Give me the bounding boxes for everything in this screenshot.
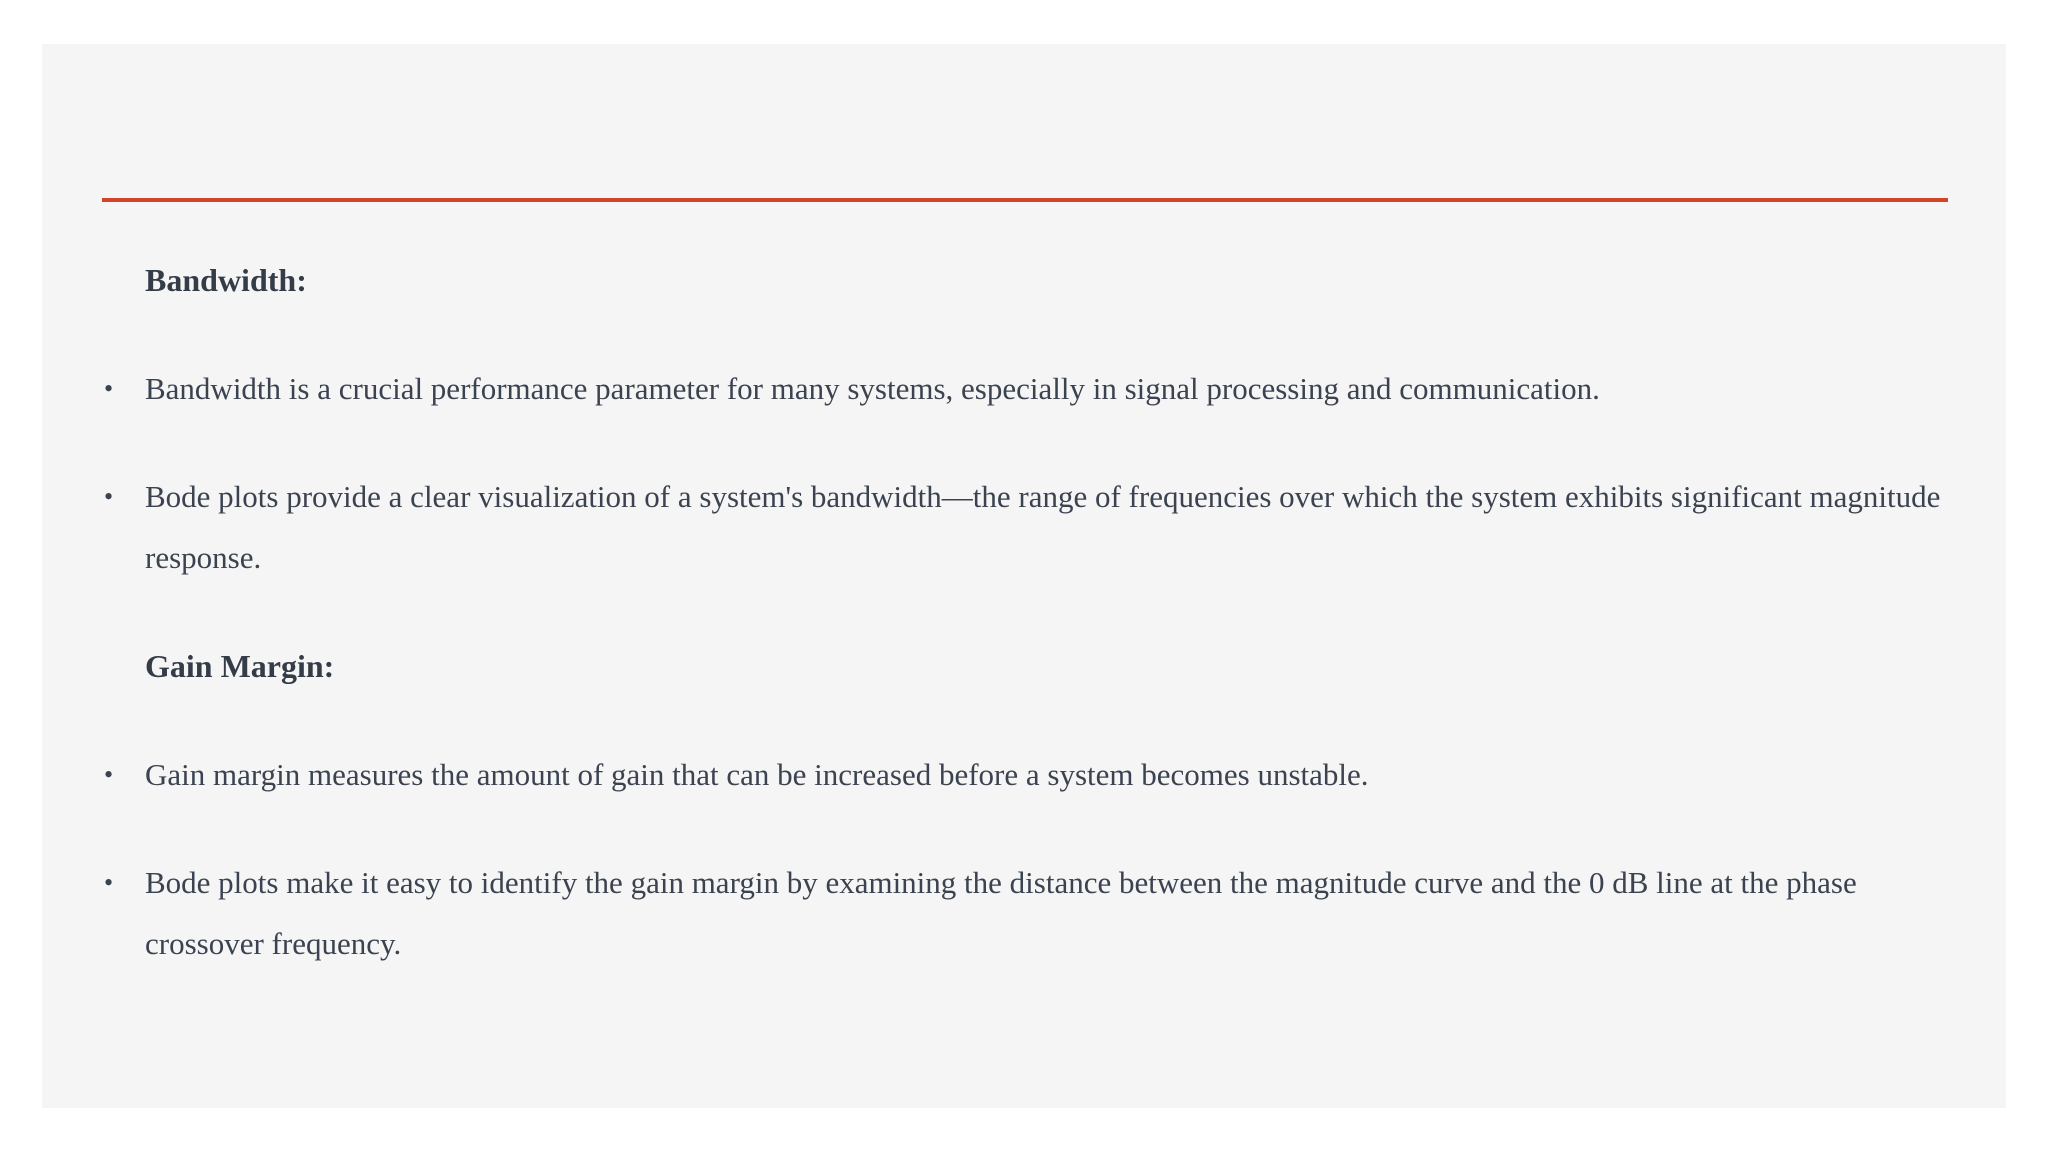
- bullet-icon: •: [104, 374, 114, 403]
- section-heading-bandwidth: Bandwidth:: [145, 262, 307, 298]
- bullet-icon: •: [104, 482, 114, 511]
- section-heading-gain-margin: Gain Margin:: [145, 648, 335, 684]
- bullet-text: Bode plots provide a clear visualization of a system's bandwidth—the range of frequencies over which the system exhibits significant magnitude response.: [145, 479, 1941, 575]
- bullet-text: Gain margin measures the amount of gain that can be increased before a system becomes unstable.: [145, 757, 1369, 792]
- bullet-text: Bode plots make it easy to identify the gain margin by examining the distance between the magnitude curve and the 0 dB line at the phase crossover frequency.: [145, 865, 1857, 961]
- accent-divider: [102, 198, 1948, 202]
- bullet-icon: •: [104, 760, 114, 789]
- bullet-icon: •: [104, 868, 114, 897]
- bullet-text: Bandwidth is a crucial performance parameter for many systems, especially in signal processing and communication.: [145, 371, 1600, 406]
